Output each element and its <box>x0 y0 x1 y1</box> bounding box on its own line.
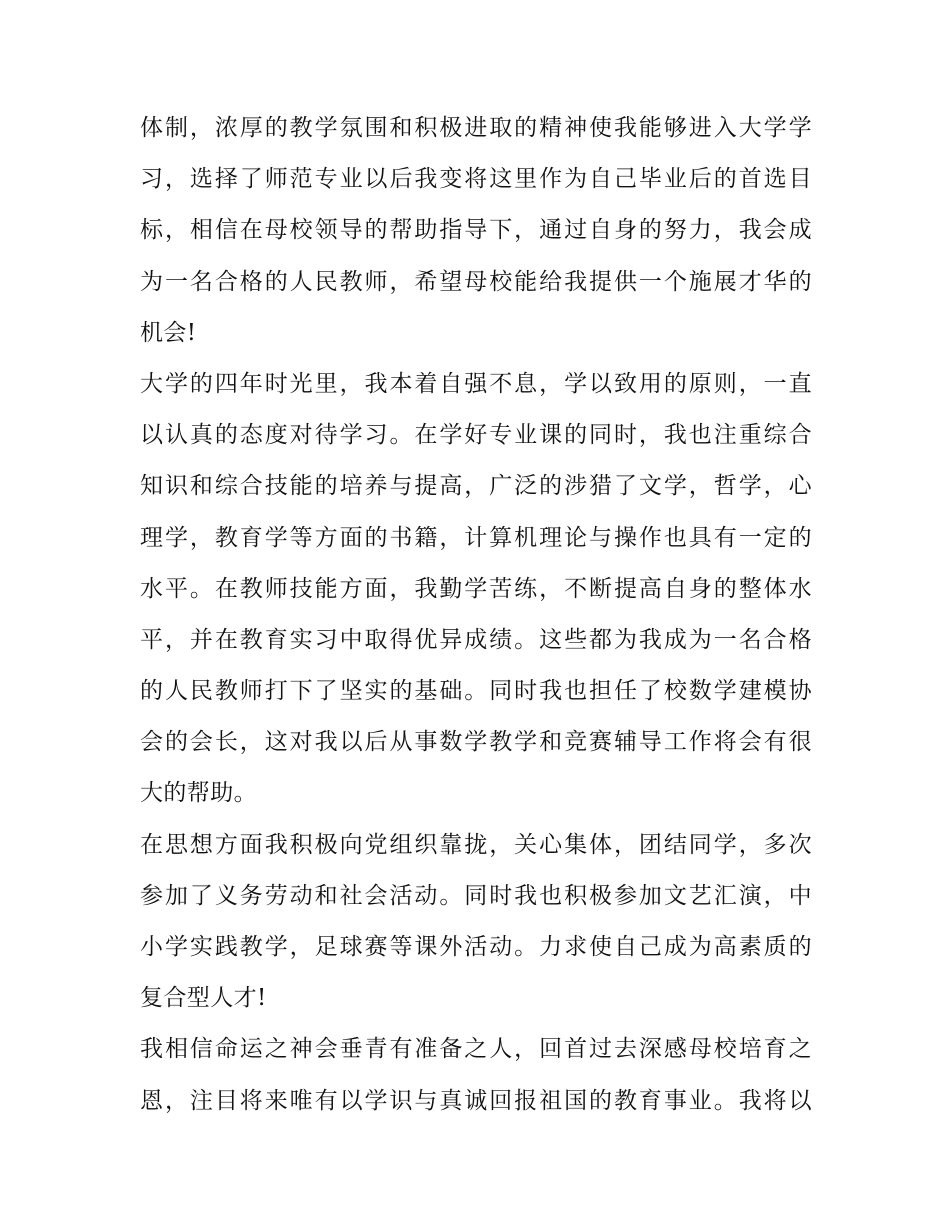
text-line: 会的会长，这对我以后从事数学教学和竞赛辅导工作将会有很 <box>140 729 812 756</box>
text-line: 的人民教师打下了坚实的基础。同时我也担任了校数学建模协 <box>140 678 812 705</box>
text-line: 机会! <box>140 319 197 346</box>
text-line: 小学实践教学，足球赛等课外活动。力求使自己成为高素质的 <box>140 934 812 960</box>
document-body <box>140 103 812 1127</box>
text-line: 大的帮助。 <box>140 780 257 807</box>
text-line: 习，选择了师范专业以后我变将这里作为自己毕业后的首选目 <box>140 166 812 193</box>
text-line: 大学的四年时光里，我本着自强不息，学以致用的原则，一直 <box>140 370 812 397</box>
text-line: 体制，浓厚的教学氛围和积极进取的精神使我能够进入大学学 <box>140 115 812 141</box>
text-line: 平，并在教育实习中取得优异成绩。这些都为我成为一名合格 <box>140 626 812 653</box>
text-line: 为一名合格的人民教师，希望母校能给我提供一个施展才华的 <box>140 268 812 295</box>
text-line: 标，相信在母校领导的帮助指导下，通过自身的努力，我会成 <box>140 217 812 244</box>
text-line: 复合型人才! <box>140 985 267 1012</box>
text-line: 我相信命运之神会垂青有准备之人，回首过去深感母校培育之 <box>140 1036 812 1063</box>
text-line: 水平。在教师技能方面，我勤学苦练，不断提高自身的整体水 <box>140 575 812 602</box>
text-line: 恩，注目将来唯有以学识与真诚回报祖国的教育事业。我将以 <box>140 1087 812 1114</box>
text-line: 参加了义务劳动和社会活动。同时我也积极参加文艺汇演，中 <box>140 882 812 909</box>
text-line: 知识和综合技能的培养与提高，广泛的涉猎了文学，哲学，心 <box>140 473 812 500</box>
text-line: 在思想方面我积极向党组织靠拢，关心集体，团结同学，多次 <box>140 831 812 858</box>
text-line: 以认真的态度对待学习。在学好专业课的同时，我也注重综合 <box>140 422 812 449</box>
text-line: 理学，教育学等方面的书籍，计算机理论与操作也具有一定的 <box>140 524 812 551</box>
